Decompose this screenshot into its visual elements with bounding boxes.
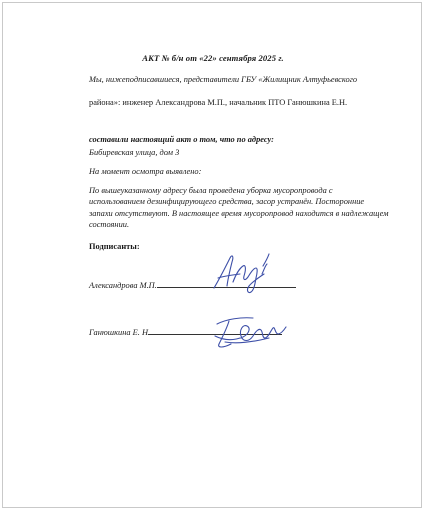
signature-2-image xyxy=(209,306,289,352)
inspection-label: На момент осмотра выявлено: xyxy=(89,167,202,176)
address-text: Бибиревская улица, дом 3 xyxy=(89,148,180,157)
act-heading: составили настоящий акт о том, что по адресу: xyxy=(89,135,274,144)
signature-1-image xyxy=(202,244,278,296)
act-title: АКТ № б/н от «22» сентября 2025 г. xyxy=(142,53,284,63)
signer-1-name: Александрова М.П. xyxy=(89,281,157,290)
intro-line-1: Мы, нижеподписавшиеся, представители ГБУ «Жилищник Алтуфьевского xyxy=(89,75,358,84)
document-page xyxy=(2,2,422,508)
signer-2-name: Ганюшкина Е. Н xyxy=(89,328,149,337)
signers-label: Подписанты: xyxy=(89,242,140,251)
findings-paragraph: По вышеуказанному адресу была проведена уборка мусоропровода с использованием дезинфицирующего средства, засор устранён. Посторонние запахи отсутствуют. В настоящее время мусоропровод находится в надлежащем состоянии. xyxy=(89,186,389,230)
intro-line-2: района»: инженер Александрова М.П., начальник ПТО Ганюшкина Е.Н. xyxy=(89,98,348,107)
